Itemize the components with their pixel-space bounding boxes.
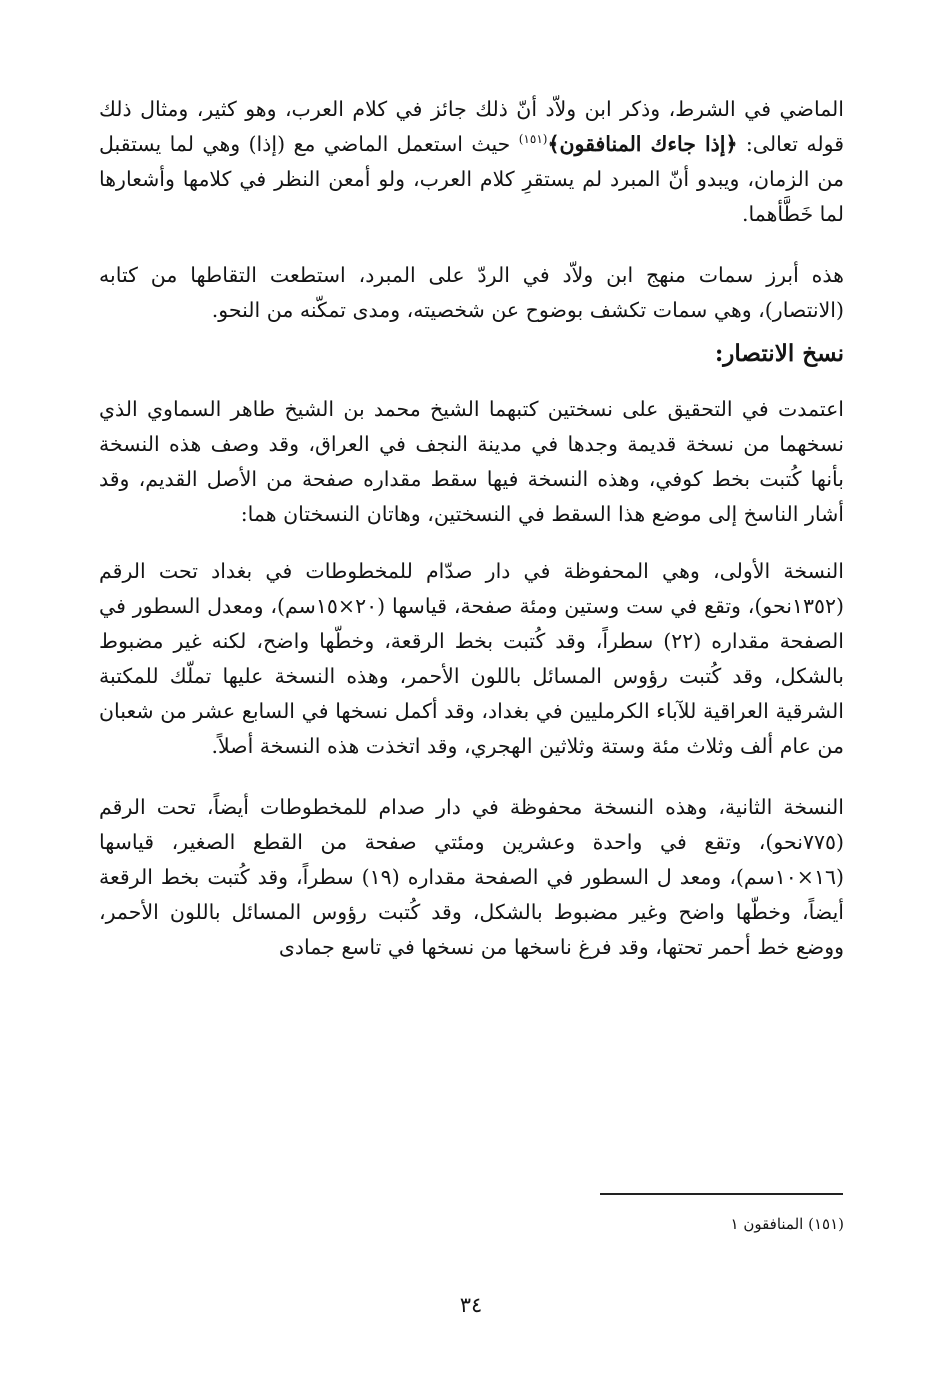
paragraph-2: هذه أبرز سمات منهج ابن ولاّد في الردّ على المبرد، استطعت التقاطها من كتابه (الانتصار)، وهي سمات تكشف بوضوح عن شخصيته، ومدى تمكّنه من النحو.: [99, 263, 844, 322]
paragraph-5: النسخة الثانية، وهذه النسخة محفوظة في دار صدام للمخطوطات أيضاً، تحت الرقم (٧٧٥نحو)، وتقع في واحدة وعشرين ومئتي صفحة من القطع الصغير، قياسها (١٦×١٠سم)، ومعد ل السطور في الصفحة مقداره (١٩) سطراً، وقد كُتبت بخط الرقعة أيضاً، وخطّها واضح وغير مضبوط بالشكل، وقد كُتبت رؤوس المسائل باللون الأحمر، ووضع خط أحمر تحتها، وقد فرغ ناسخها من نسخها في تاسع جمادى: [99, 795, 844, 959]
page-body: [99, 92, 844, 965]
paragraph-1: [99, 92, 844, 232]
paragraph-1-text-b: حيث استعمل الماضي مع (إذا) وهي لما يستقبل من الزمان، ويبدو أنّ المبرد لم يستقرِ كلام العرب، ولو أمعن النظر في كلامها وأشعارها لما خَطَّأهما.: [99, 132, 844, 226]
paragraph-1-text-a: الماضي في الشرط، وذكر ابن ولاّد أنّ ذلك جائز في كلام العرب، وهو كثير، ومثال ذلك قوله تعالى:: [99, 97, 844, 156]
paragraph-3: اعتمدت في التحقيق على نسختين كتبهما الشيخ محمد بن الشيخ طاهر السماوي الذي نسخهما من نسخة قديمة وجدها في مدينة النجف في العراق، وقد وصف هذه النسخة بأنها كُتبت بخط كوفي، وهذه النسخة فيها سقط مقداره صفحة من الأصل القديم، وقد أشار الناسخ إلى موضع هذا السقط في النسختين، وهاتان النسختان هما:: [99, 397, 844, 526]
page-number: ٣٤: [459, 1293, 483, 1317]
section-heading: نسخ الانتصار:: [714, 340, 844, 367]
footnote: (١٥١) المنافقون ١: [730, 1215, 844, 1233]
quran-quote: ﴿إذا جاءك المنافقون﴾: [547, 132, 738, 156]
paragraph-4: النسخة الأولى، وهي المحفوظة في دار صدّام للمخطوطات في بغداد تحت الرقم (١٣٥٢نحو)، وتقع في ست وستين ومئة صفحة، قياسها (٢٠×١٥سم)، ومعدل السطور في الصفحة مقداره (٢٢) سطراً، وقد كُتبت بخط الرقعة، وخطّها واضح، لكنه غير مضبوط بالشكل، وقد كُتبت رؤوس المسائل باللون الأحمر، وهذه النسخة عليها تملّك للمكتبة الشرقية العراقية للآباء الكرمليين في بغداد، وقد أكمل نسخها في السابع عشر من شعبان من عام ألف وثلاث مئة وستة وثلاثين الهجري، وقد اتخذت هذه النسخة أصلاً.: [99, 559, 844, 758]
footnote-reference[interactable]: (١٥١): [518, 132, 548, 147]
footnote-divider: [600, 1193, 843, 1195]
